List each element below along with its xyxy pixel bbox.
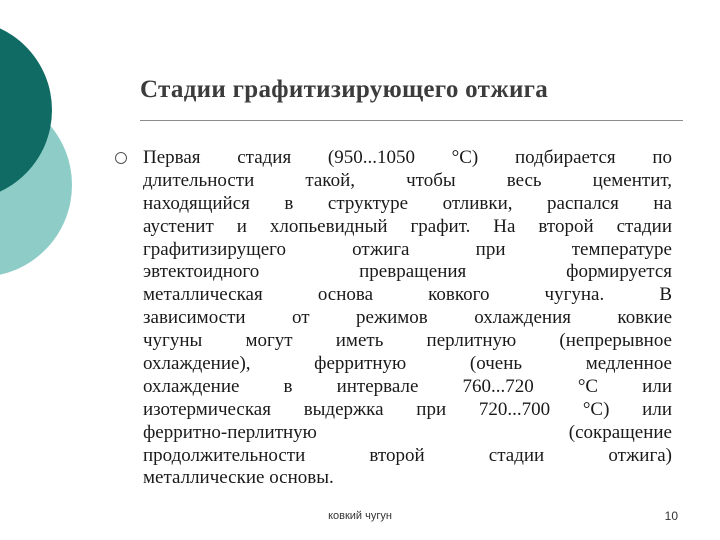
body-line: длительности такой, чтобы весь цементит,: [143, 169, 672, 191]
body-line: находящийся в структуре отливки, распался на: [143, 192, 672, 214]
body-line: аустенит и хлопьевидный графит. На второй стадии: [143, 215, 672, 237]
footer-text: ковкий чугун: [328, 510, 392, 522]
page-number: 10: [664, 509, 678, 523]
body-line: изотермическая выдержка при 720...700 °С) или: [143, 398, 672, 420]
body-line: Первая стадия (950...1050 °С) подбирается по: [143, 147, 672, 168]
body-line: эвтектоидного превращения формируется: [143, 261, 672, 283]
body-line: зависимости от режимов охлаждения ковкие: [143, 307, 672, 329]
body-line: чугуны могут иметь перлитную (непрерывное: [143, 330, 672, 352]
body-line: охлаждение в интервале 760...720 °С или: [143, 375, 672, 397]
body-paragraph: [143, 147, 672, 490]
body-line: продолжительности второй стадии отжига): [143, 444, 672, 466]
body-line: ферритно-перлитную (сокращение: [143, 421, 672, 443]
body-line: металлическая основа ковкого чугуна. В: [143, 284, 672, 306]
title-divider: [140, 120, 683, 121]
body-line: графитизирущего отжига при температуре: [143, 238, 672, 260]
decorative-circles: [0, 0, 120, 300]
slide-title: Стадии графитизирующего отжига: [140, 76, 549, 103]
bullet-icon: [115, 152, 127, 164]
body-line: металлические основы.: [143, 467, 334, 489]
body-line: охлаждение), ферритную (очень медленное: [143, 353, 672, 375]
